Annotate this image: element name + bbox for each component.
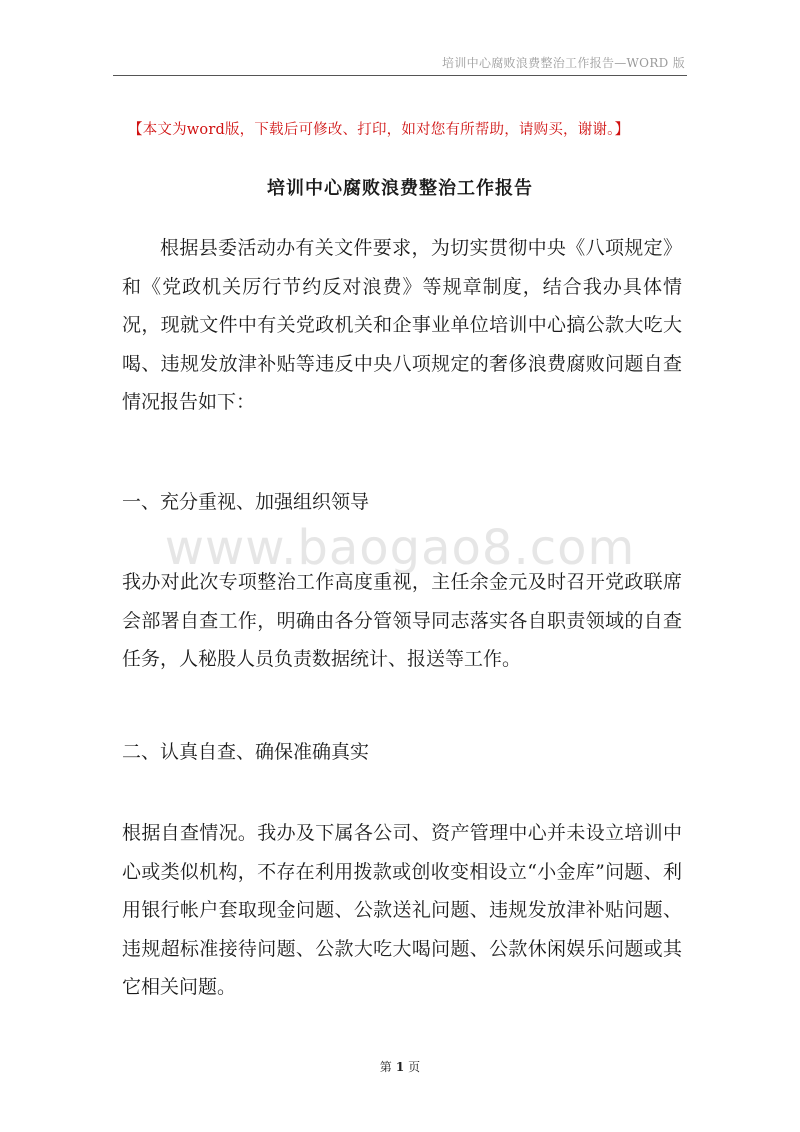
section-1-heading <box>122 483 682 522</box>
section-1-heading-text: 一、充分重视、加强组织领导 <box>122 491 370 513</box>
intro-text: 根据县委活动办有关文件要求，为切实贯彻中央《八项规定》和《党政机关厉行节约反对浪费》等规章制度，结合我办具体情况，现就文件中有关党政机关和企事业单位培训中心搞公款大吃大喝、违规发放津补贴等违反中央八项规定的奢侈浪费腐败问题自查情况报告如下： <box>122 237 682 413</box>
section-1-text: 我办对此次专项整治工作高度重视，主任余金元及时召开党政联席会部署自查工作，明确由各分管领导同志落实各自职责领域的自查任务，人秘股人员负责数据统计、报送等工作。 <box>122 571 682 670</box>
page-number: 1 <box>395 1060 405 1074</box>
page-suffix: 页 <box>408 1060 421 1074</box>
section-2-heading <box>122 733 682 772</box>
section-2-text: 根据自查情况。我办及下属各公司、资产管理中心并未设立培训中心或类似机构，不存在利用拨款或创收变相设立“小金库”问题、利用银行帐户套取现金问题、公款送礼问题、违规发放津补贴问题、违规超标准接待问题、公款大吃大喝问题、公款休闲娱乐问题或其它相关问题。 <box>122 822 682 998</box>
section-2-heading-text: 二、认真自查、确保准确真实 <box>122 741 370 763</box>
purchase-notice: 【本文为word版，下载后可修改、打印，如对您有所帮助，请购买，谢谢。】 <box>128 122 630 138</box>
intro-paragraph <box>122 229 682 422</box>
page-footer <box>0 1058 800 1075</box>
document-title: 培训中心腐败浪费整治工作报告 <box>267 178 533 199</box>
section-2-paragraph <box>122 814 682 1007</box>
running-header: 培训中心腐败浪费整治工作报告—WORD 版 <box>442 56 685 70</box>
watermark: www.baogao8.com <box>164 520 636 576</box>
header-divider <box>113 75 687 76</box>
page-prefix: 第 <box>379 1060 392 1074</box>
section-1-paragraph <box>122 563 682 679</box>
